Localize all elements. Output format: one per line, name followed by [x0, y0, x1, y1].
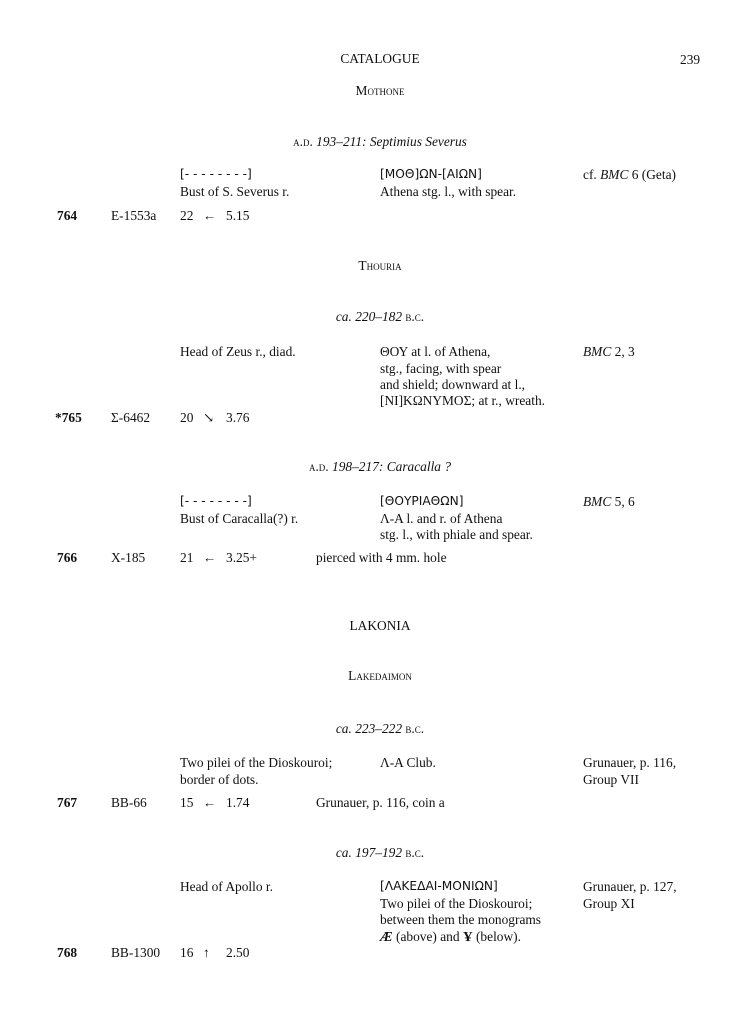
reverse-line: Two pilei of the Dioskouroi;	[380, 896, 533, 911]
obverse-description: Bust of Caracalla(?) r.	[180, 511, 299, 526]
weight: 1.74	[226, 795, 250, 810]
period-text: 193–211: Septimius Severus	[316, 134, 467, 149]
diameter: 22	[180, 208, 194, 223]
period-heading	[0, 845, 748, 861]
monogram-below-text: (below).	[475, 929, 521, 944]
running-header: CATALOGUE	[340, 51, 420, 66]
note: pierced with 4 mm. hole	[316, 550, 447, 565]
catalogue-number: 768	[57, 945, 78, 960]
reference-number: 5, 6	[614, 494, 635, 509]
monogram-below: Ұ	[462, 929, 473, 944]
reference-series: BMC	[583, 344, 612, 359]
city-heading-mothone: Mothone	[355, 83, 405, 98]
era-label: b.c.	[405, 309, 425, 324]
region-heading: LAKONIA	[349, 618, 411, 633]
era-label: a.d.	[293, 134, 313, 149]
reverse-legend: [ΘΟΥΡΙΑΘΩΝ]	[380, 494, 464, 508]
diameter: 20	[180, 410, 194, 425]
reverse-line: stg. l., with phiale and spear.	[380, 527, 533, 542]
diameter: 15	[180, 795, 194, 810]
reference	[583, 493, 635, 510]
inventory-number: BB-1300	[111, 945, 161, 960]
reference-prefix: cf.	[583, 167, 597, 182]
city-heading-lakedaimon: Lakedaimon	[348, 668, 412, 683]
obverse-description: Head of Zeus r., diad.	[180, 344, 296, 359]
reverse-line: between them the monograms	[380, 912, 542, 927]
inventory-number: Σ-6462	[111, 410, 151, 425]
period-heading	[0, 309, 748, 325]
reverse-line: stg., facing, with spear	[380, 361, 502, 376]
period-text: ca. 223–222	[335, 721, 403, 736]
reference-line: Group XI	[583, 896, 635, 911]
obverse-description: Bust of S. Severus r.	[180, 184, 290, 199]
monogram-line	[380, 928, 521, 945]
city-heading-thouria: Thouria	[358, 258, 402, 273]
inventory-number: X-185	[111, 550, 146, 565]
period-heading	[0, 134, 748, 150]
reference	[583, 343, 635, 360]
reference-line: Group VII	[583, 772, 639, 787]
reference-number: 2, 3	[614, 344, 635, 359]
page-number: 239	[680, 52, 701, 67]
die-axis-arrow: ←	[203, 795, 217, 810]
period-text: ca. 220–182	[335, 309, 403, 324]
era-label: b.c.	[405, 845, 425, 860]
die-axis-arrow: ↘	[203, 410, 215, 425]
inventory-number: BB-66	[111, 795, 147, 810]
weight: 5.15	[226, 208, 250, 223]
obverse-description: Head of Apollo r.	[180, 879, 273, 894]
reverse-line: Λ-Α Club.	[380, 755, 436, 770]
obverse-legend: [- - - - - - - -]	[180, 167, 252, 181]
reference-line: Grunauer, p. 116,	[583, 755, 677, 770]
reverse-line: [ΝΙ]ΚΩΝΥΜΟΣ; at r., wreath.	[380, 393, 546, 408]
reverse-legend: [ΜΟΘ]ΩΝ-[ΑΙΩΝ]	[380, 167, 482, 181]
obverse-line: border of dots.	[180, 772, 259, 787]
inventory-number: E-1553a	[111, 208, 157, 223]
period-heading	[0, 459, 748, 475]
reference-series: BMC	[600, 167, 629, 182]
reverse-line: and shield; downward at l.,	[380, 377, 526, 392]
catalogue-number: 764	[57, 208, 78, 223]
reference-line: Grunauer, p. 127,	[583, 879, 677, 894]
reverse-legend: [ΛΑΚΕΔΑΙ-ΜΟΝΙΩΝ]	[380, 879, 498, 893]
die-axis-arrow: ↑	[203, 945, 210, 960]
obverse-legend: [- - - - - - - -]	[180, 494, 252, 508]
reference	[583, 166, 676, 183]
obverse-line: Two pilei of the Dioskouroi;	[180, 755, 333, 770]
reference-number: 6 (Geta)	[631, 167, 676, 182]
period-text: ca. 197–192	[335, 845, 403, 860]
weight: 3.25+	[226, 550, 257, 565]
reference-series: BMC	[583, 494, 612, 509]
era-label: a.d.	[308, 459, 329, 474]
reverse-line: ΘΟΥ at l. of Athena,	[380, 344, 491, 359]
period-heading	[0, 721, 748, 737]
die-axis-arrow: ←	[203, 550, 217, 565]
diameter: 16	[180, 945, 194, 960]
catalogue-number: 766	[57, 550, 78, 565]
reverse-description: Athena stg. l., with spear.	[380, 184, 517, 199]
weight: 2.50	[226, 945, 250, 960]
period-text: 198–217: Caracalla ?	[332, 459, 452, 474]
diameter: 21	[180, 550, 194, 565]
catalogue-number: 767	[57, 795, 78, 810]
reverse-line: Λ-Α l. and r. of Athena	[380, 511, 503, 526]
monogram-above: Æ	[380, 929, 393, 944]
monogram-above-text: (above) and	[396, 929, 460, 944]
die-axis-arrow: ←	[203, 208, 217, 223]
note: Grunauer, p. 116, coin a	[316, 795, 445, 810]
weight: 3.76	[226, 410, 250, 425]
era-label: b.c.	[405, 721, 425, 736]
catalogue-number: *765	[55, 410, 82, 425]
